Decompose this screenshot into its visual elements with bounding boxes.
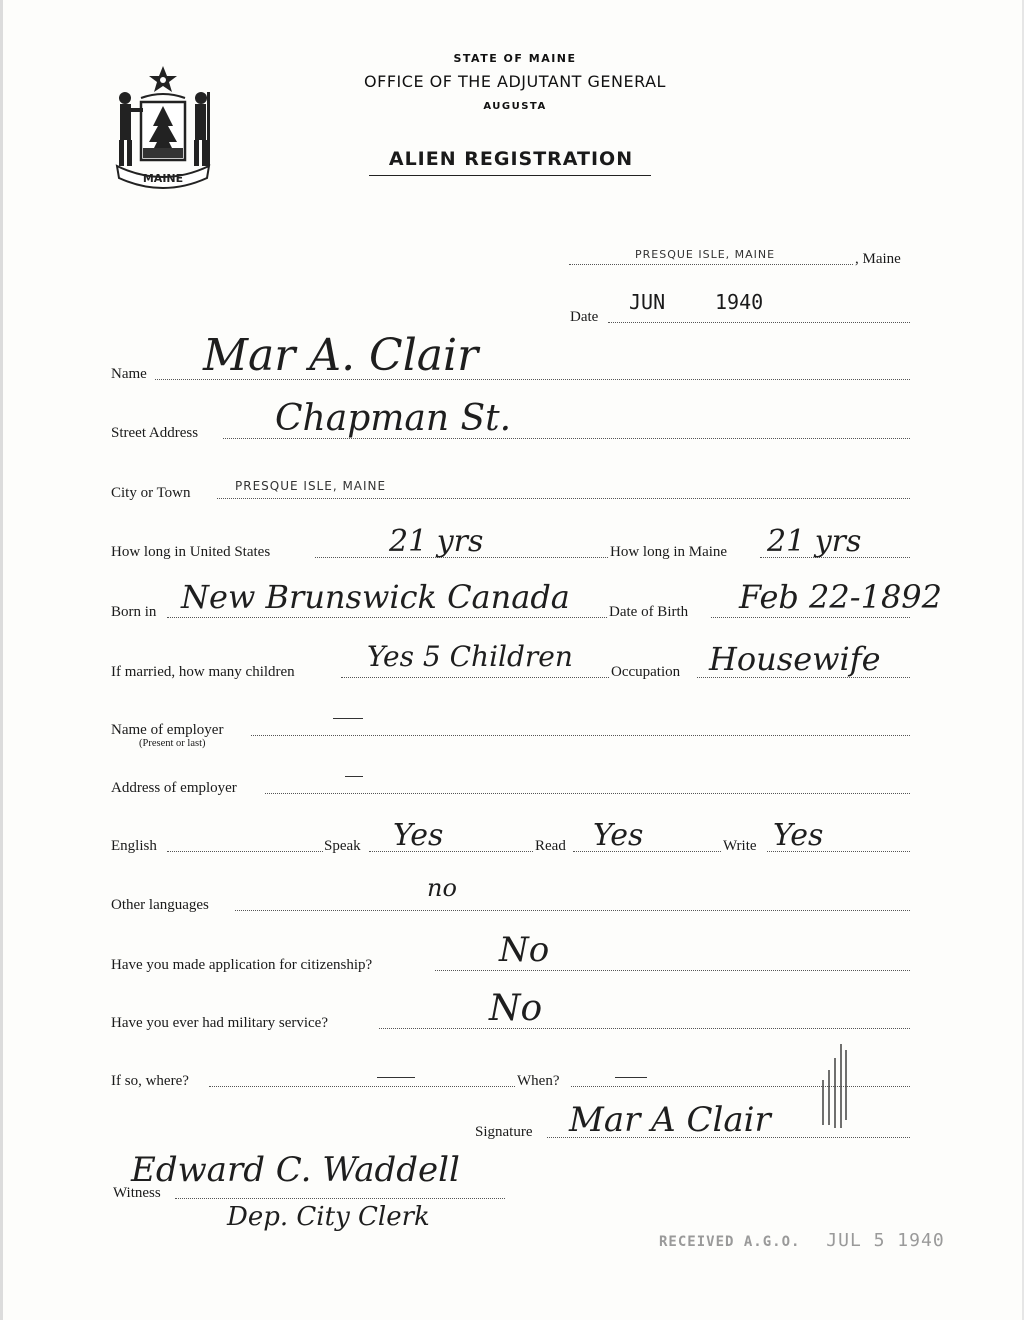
title-underline bbox=[369, 175, 651, 176]
witness-dots bbox=[175, 1198, 505, 1199]
how-long-us-value: 21 yrs bbox=[389, 524, 484, 559]
street-value: Chapman St. bbox=[275, 398, 512, 439]
how-long-us-label: How long in United States bbox=[111, 544, 271, 560]
dob-label: Date of Birth bbox=[609, 604, 689, 620]
city-label: City or Town bbox=[111, 485, 191, 501]
when-label: When? bbox=[517, 1073, 560, 1089]
write-value: Yes bbox=[773, 818, 824, 853]
employer-address-dash bbox=[345, 776, 363, 777]
how-long-me-label: How long in Maine bbox=[610, 544, 728, 560]
other-languages-label: Other languages bbox=[111, 897, 209, 913]
employer-dash bbox=[333, 718, 363, 719]
dob-value: Feb 22-1892 bbox=[739, 578, 943, 616]
witness-label: Witness bbox=[113, 1185, 161, 1201]
name-value: Mar A. Clair bbox=[203, 330, 479, 381]
how-long-me-value: 21 yrs bbox=[767, 524, 862, 559]
date-dots bbox=[608, 322, 910, 323]
when-dots bbox=[571, 1086, 910, 1087]
citizenship-value: No bbox=[499, 930, 550, 970]
seal-banner-text: MAINE bbox=[142, 172, 184, 185]
date-year: 1940 bbox=[715, 290, 764, 314]
speak-value: Yes bbox=[393, 818, 444, 853]
military-label: Have you ever had military service? bbox=[111, 1015, 328, 1031]
signature-flourish-icon bbox=[815, 1040, 855, 1130]
form-title: ALIEN REGISTRATION bbox=[388, 148, 634, 170]
employer-address-dots bbox=[265, 793, 910, 794]
place-stamp: PRESQUE ISLE, MAINE bbox=[635, 248, 776, 261]
witness-title: Dep. City Clerk bbox=[227, 1202, 430, 1232]
city-dots bbox=[217, 498, 910, 499]
other-languages-value: no bbox=[427, 874, 457, 902]
where-dash bbox=[377, 1077, 415, 1078]
received-stamp bbox=[659, 1230, 945, 1251]
military-value: No bbox=[489, 988, 543, 1029]
citizenship-dots bbox=[435, 970, 910, 971]
occupation-label: Occupation bbox=[611, 664, 681, 680]
state-heading: STATE OF MAINE bbox=[453, 52, 577, 65]
place-dots bbox=[569, 264, 853, 265]
signature-value: Mar A Clair bbox=[569, 1100, 771, 1140]
born-label: Born in bbox=[111, 604, 157, 620]
signature-label: Signature bbox=[475, 1124, 533, 1140]
when-dash bbox=[615, 1077, 647, 1078]
received-stamp-text: RECEIVED A.G.O. bbox=[659, 1234, 801, 1250]
english-dots bbox=[167, 851, 323, 852]
born-value: New Brunswick Canada bbox=[181, 578, 570, 616]
street-label: Street Address bbox=[111, 425, 199, 441]
date-label: Date bbox=[570, 309, 599, 325]
citizenship-label: Have you made application for citizenship? bbox=[111, 957, 373, 973]
speak-label: Speak bbox=[324, 838, 361, 854]
received-stamp-date: JUL 5 1940 bbox=[826, 1230, 945, 1251]
dob-dots bbox=[711, 617, 910, 618]
write-label: Write bbox=[723, 838, 757, 854]
employer-address-label: Address of employer bbox=[111, 780, 237, 796]
read-value: Yes bbox=[593, 818, 644, 853]
name-label: Name bbox=[111, 366, 147, 382]
occupation-value: Housewife bbox=[709, 640, 881, 678]
born-dots bbox=[167, 617, 607, 618]
military-dots bbox=[379, 1028, 910, 1029]
other-languages-dots bbox=[235, 910, 910, 911]
date-month: JUN bbox=[629, 290, 666, 314]
married-label: If married, how many children bbox=[111, 664, 295, 680]
city-heading: AUGUSTA bbox=[483, 101, 547, 112]
english-label: English bbox=[111, 838, 157, 854]
employer-sublabel: (Present or last) bbox=[139, 738, 206, 749]
married-value: Yes 5 Children bbox=[367, 640, 573, 673]
witness-signature: Edward C. Waddell bbox=[131, 1150, 460, 1190]
where-dots bbox=[209, 1086, 515, 1087]
place-suffix: , Maine bbox=[855, 251, 901, 267]
office-heading: OFFICE OF THE ADJUTANT GENERAL bbox=[364, 72, 666, 91]
employer-label: Name of employer bbox=[111, 722, 224, 738]
city-stamp: PRESQUE ISLE, MAINE bbox=[235, 479, 387, 493]
employer-dots bbox=[251, 735, 910, 736]
married-dots bbox=[341, 677, 609, 678]
where-label: If so, where? bbox=[111, 1073, 189, 1089]
read-label: Read bbox=[535, 838, 566, 854]
